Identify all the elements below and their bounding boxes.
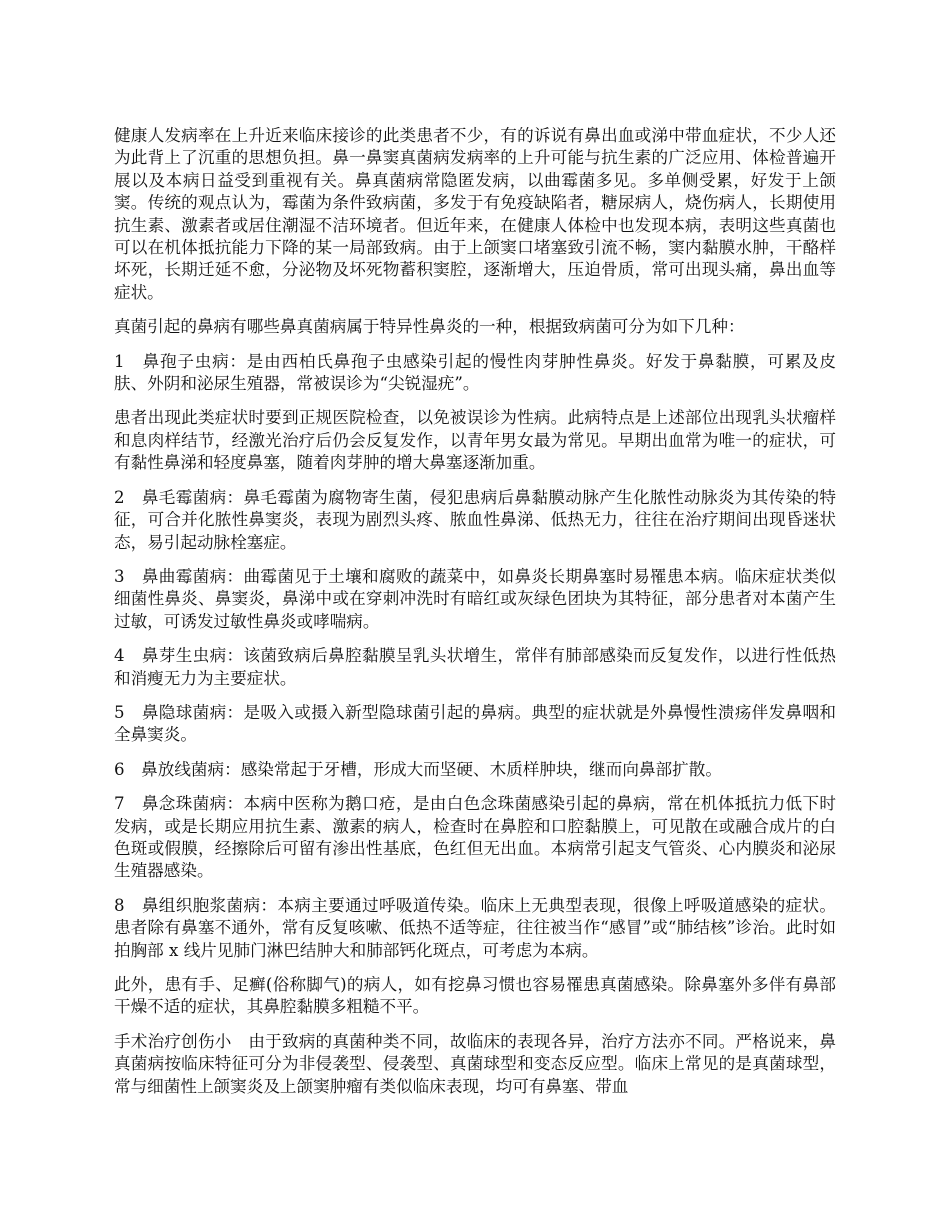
paragraph-additional-note: 此外，患有手、足癣(俗称脚气)的病人，如有挖鼻习惯也容易罹患真菌感染。除鼻塞外多伴有鼻部干燥不适的症状，其鼻腔黏膜多粗糙不平。	[114, 975, 836, 1017]
paragraph-item-8: 8 鼻组织胞浆菌病：本病主要通过呼吸道传染。临床上无典型表现，很像上呼吸道感染的症状。患者除有鼻塞不通外，常有反复咳嗽、低热不适等症，往往被当作“感冒”或“肺结核”诊治。此时如拍胸部 x 线片见肺门淋巴结肿大和肺部钙化斑点，可考虑为本病。	[114, 895, 836, 960]
paragraph-item-7: 7 鼻念珠菌病：本病中医称为鹅口疮，是由白色念珠菌感染引起的鼻病，常在机体抵抗力低下时发病，或是长期应用抗生素、激素的病人，检查时在鼻腔和口腔黏膜上，可见散在或融合成片的白色斑或假膜，经擦除后可留有渗出性基底，色红但无出血。本病常引起支气管炎、心内膜炎和泌尿生殖器感染。	[114, 794, 836, 881]
paragraph-treatment: 手术治疗创伤小 由于致病的真菌种类不同，故临床的表现各异，治疗方法亦不同。严格说来，鼻真菌病按临床特征可分为非侵袭型、侵袭型、真菌球型和变态反应型。临床上常见的是真菌球型，常与细菌性上颌窦炎及上颌窦肿瘤有类似临床表现，均可有鼻塞、带血	[114, 1031, 836, 1096]
paragraph-item-3: 3 鼻曲霉菌病：曲霉菌见于土壤和腐败的蔬菜中，如鼻炎长期鼻塞时易罹患本病。临床症状类似细菌性鼻炎、鼻窦炎，鼻涕中或在穿刺冲洗时有暗红或灰绿色团块为其特征，部分患者对本菌产生过敏，可诱发过敏性鼻炎或哮喘病。	[114, 566, 836, 631]
paragraph-item-1: 1 鼻孢子虫病：是由西柏氏鼻孢子虫感染引起的慢性肉芽肿性鼻炎。好发于鼻黏膜，可累及皮肤、外阴和泌尿生殖器，常被误诊为“尖锐湿疣”。	[114, 351, 836, 394]
paragraph-item-4: 4 鼻芽生虫病：该菌致病后鼻腔黏膜呈乳头状增生，常伴有肺部感染而反复发作，以进行性低热和消瘦无力为主要症状。	[114, 646, 836, 688]
paragraph-item-1-detail: 患者出现此类症状时要到正规医院检查，以免被误诊为性病。此病特点是上述部位出现乳头状瘤样和息肉样结节，经激光治疗后仍会反复发作，以青年男女最为常见。早期出血常为唯一的症状，可有黏性鼻涕和轻度鼻塞，随着肉芽肿的增大鼻塞逐渐加重。	[114, 408, 836, 473]
paragraph-item-6: 6 鼻放线菌病：感染常起于牙槽，形成大而坚硬、木质样肿块，继而向鼻部扩散。	[114, 759, 722, 779]
paragraph-item-2: 2 鼻毛霉菌病：鼻毛霉菌为腐物寄生菌，侵犯患病后鼻黏膜动脉产生化脓性动脉炎为其传染的特征，可合并化脓性鼻窦炎，表现为剧烈头疼、脓血性鼻涕、低热无力，往往在治疗期间出现昏迷状态，易引起动脉栓塞症。	[114, 487, 836, 552]
document-page	[114, 125, 836, 1110]
paragraph-intro: 健康人发病率在上升近来临床接诊的此类患者不少，有的诉说有鼻出血或涕中带血症状，不少人还为此背上了沉重的思想负担。鼻一鼻窦真菌病发病率的上升可能与抗生素的广泛应用、体检普遍开展以及本病日益受到重视有关。鼻真菌病常隐匿发病，以曲霉菌多见。多单侧受累，好发于上颌窦。传统的观点认为，霉菌为条件致病菌，多发于有免疫缺陷者，糖尿病人，烧伤病人，长期使用抗生素、激素者或居住潮湿不洁环境者。但近年来，在健康人体检中也发现本病，表明这些真菌也可以在机体抵抗能力下降的某一局部致病。由于上颌窦口堵塞致引流不畅，窦内黏膜水肿，干酪样坏死，长期迁延不愈，分泌物及坏死物蓄积窦腔，逐渐增大，压迫骨质，常可出现头痛，鼻出血等症状。	[114, 126, 836, 302]
paragraph-classification: 真菌引起的鼻病有哪些鼻真菌病属于特异性鼻炎的一种，根据致病菌可分为如下几种：	[114, 317, 745, 337]
paragraph-item-5: 5 鼻隐球菌病：是吸入或摄入新型隐球菌引起的鼻病。典型的症状就是外鼻慢性溃疡伴发鼻咽和全鼻窦炎。	[114, 702, 836, 745]
